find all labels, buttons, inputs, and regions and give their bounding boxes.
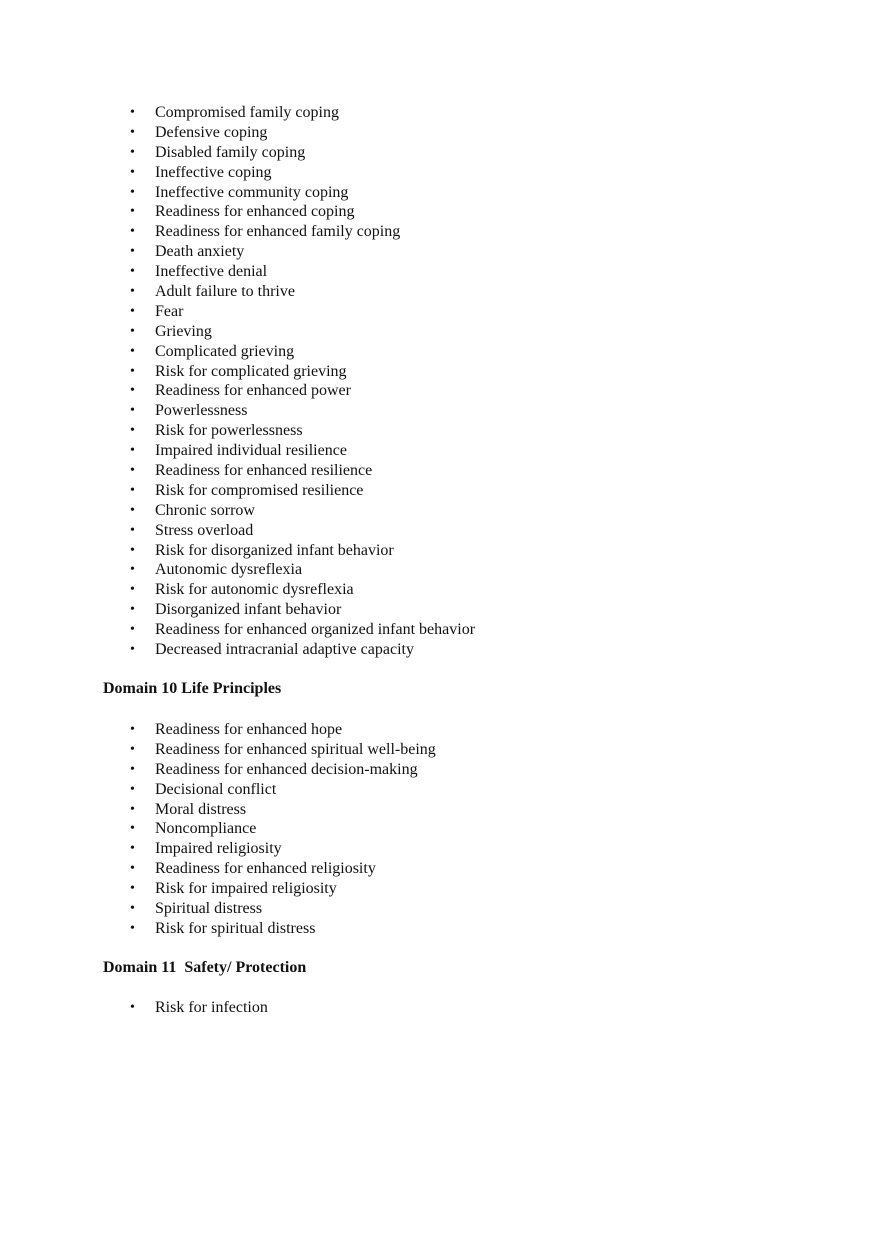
list-item <box>0 899 436 919</box>
list-item-text: Disorganized infant behavior <box>155 601 342 619</box>
list-item <box>0 381 475 401</box>
list-item-text: Compromised family coping <box>155 104 339 121</box>
list-item <box>0 481 475 501</box>
list-item <box>0 560 475 580</box>
domain-11-heading: Domain 11 Safety/ Protection <box>103 959 307 976</box>
list-item <box>0 202 475 222</box>
bullet-icon: • <box>130 443 135 459</box>
bullet-icon: • <box>130 841 135 857</box>
bullet-icon: • <box>130 761 135 777</box>
list-item-text: Risk for compromised resilience <box>155 481 364 499</box>
bullet-icon: • <box>130 920 135 936</box>
bullet-icon: • <box>130 722 135 737</box>
bullet-icon: • <box>130 343 135 359</box>
list-item-text: Chronic sorrow <box>155 501 255 519</box>
bullet-icon: • <box>130 781 135 797</box>
list-item-text: Ineffective coping <box>155 163 272 181</box>
list-item <box>0 800 436 820</box>
bullet-icon: • <box>130 264 135 280</box>
list-item-text: Risk for powerlessness <box>155 422 303 440</box>
list-item <box>0 302 475 322</box>
list-item-text: Readiness for enhanced spiritual well-being <box>155 740 436 758</box>
list-item-text: Disabled family coping <box>155 143 306 161</box>
bullet-icon: • <box>130 642 135 658</box>
list-item-text: Readiness for enhanced resilience <box>155 462 373 480</box>
list-item-text: Defensive coping <box>155 123 268 141</box>
list-item-text: Autonomic dysreflexia <box>155 561 303 579</box>
bullet-icon: • <box>130 1000 135 1015</box>
list-item-text: Ineffective community coping <box>155 183 349 201</box>
list-item-text: Fear <box>155 302 184 320</box>
bullet-icon: • <box>130 881 135 897</box>
list-item <box>0 342 475 362</box>
list-item-text: Risk for impaired religiosity <box>155 880 337 898</box>
list-item-text: Adult failure to thrive <box>155 283 295 301</box>
bullet-icon: • <box>130 821 135 837</box>
list-item-text: Readiness for enhanced hope <box>155 721 343 738</box>
list-item <box>0 282 475 302</box>
domain-10-heading: Domain 10 Life Principles <box>103 680 282 697</box>
list-item <box>0 998 268 1018</box>
safety-protection-list <box>0 998 268 1018</box>
list-item <box>0 780 436 800</box>
list-item <box>0 401 475 421</box>
list-item-text: Stress overload <box>155 521 254 539</box>
list-item-text: Moral distress <box>155 800 247 818</box>
list-item-text: Readiness for enhanced power <box>155 382 351 400</box>
bullet-icon: • <box>130 164 135 180</box>
list-item <box>0 362 475 382</box>
bullet-icon: • <box>130 144 135 160</box>
list-item <box>0 501 475 521</box>
list-item <box>0 600 475 620</box>
list-item-text: Ineffective denial <box>155 263 268 281</box>
bullet-icon: • <box>130 284 135 300</box>
list-item-text: Risk for infection <box>155 999 268 1016</box>
list-item <box>0 620 475 640</box>
list-item <box>0 441 475 461</box>
bullet-icon: • <box>130 741 135 757</box>
list-item-text: Noncompliance <box>155 820 257 838</box>
bullet-icon: • <box>130 562 135 578</box>
list-item-text: Risk for disorganized infant behavior <box>155 541 394 559</box>
list-item <box>0 183 475 203</box>
list-item-text: Spiritual distress <box>155 900 263 918</box>
bullet-icon: • <box>130 861 135 877</box>
bullet-icon: • <box>130 522 135 538</box>
list-item <box>0 760 436 780</box>
list-item-text: Powerlessness <box>155 402 248 420</box>
bullet-icon: • <box>130 463 135 479</box>
list-item <box>0 262 475 282</box>
bullet-icon: • <box>130 303 135 319</box>
bullet-icon: • <box>130 204 135 220</box>
list-item-text: Readiness for enhanced religiosity <box>155 860 376 878</box>
list-item-text: Readiness for enhanced organized infant behavior <box>155 621 476 639</box>
bullet-icon: • <box>130 403 135 419</box>
bullet-icon: • <box>130 602 135 618</box>
list-item-text: Risk for autonomic dysreflexia <box>155 581 354 599</box>
bullet-icon: • <box>130 423 135 439</box>
bullet-icon: • <box>130 124 135 140</box>
list-item-text: Decreased intracranial adaptive capacity <box>155 641 414 659</box>
list-item-text: Impaired individual resilience <box>155 442 347 460</box>
list-item-text: Risk for spiritual distress <box>155 919 316 937</box>
list-item-text: Readiness for enhanced decision-making <box>155 760 418 778</box>
bullet-icon: • <box>130 105 135 120</box>
list-item <box>0 839 436 859</box>
list-item <box>0 580 475 600</box>
list-item <box>0 541 475 561</box>
list-item <box>0 143 475 163</box>
bullet-icon: • <box>130 482 135 498</box>
bullet-icon: • <box>130 502 135 518</box>
list-item <box>0 859 436 879</box>
bullet-icon: • <box>130 542 135 558</box>
list-item <box>0 740 436 760</box>
list-item <box>0 521 475 541</box>
list-item <box>0 421 475 441</box>
list-item <box>0 242 475 262</box>
life-principles-list <box>0 720 436 939</box>
coping-stress-list <box>0 103 475 660</box>
list-item <box>0 123 475 143</box>
list-item-text: Complicated grieving <box>155 342 295 360</box>
bullet-icon: • <box>130 244 135 260</box>
list-item-text: Death anxiety <box>155 243 245 261</box>
bullet-icon: • <box>130 622 135 638</box>
bullet-icon: • <box>130 224 135 240</box>
list-item-text: Risk for complicated grieving <box>155 362 347 380</box>
list-item <box>0 720 436 740</box>
bullet-icon: • <box>130 901 135 917</box>
list-item-text: Readiness for enhanced family coping <box>155 223 401 241</box>
list-item <box>0 819 436 839</box>
bullet-icon: • <box>130 582 135 598</box>
list-item <box>0 222 475 242</box>
list-item <box>0 879 436 899</box>
list-item <box>0 103 475 123</box>
list-item <box>0 322 475 342</box>
list-item <box>0 163 475 183</box>
list-item-text: Readiness for enhanced coping <box>155 203 355 221</box>
bullet-icon: • <box>130 801 135 817</box>
bullet-icon: • <box>130 383 135 399</box>
bullet-icon: • <box>130 363 135 379</box>
list-item <box>0 919 436 939</box>
bullet-icon: • <box>130 323 135 339</box>
list-item-text: Impaired religiosity <box>155 840 282 858</box>
list-item <box>0 640 475 660</box>
list-item-text: Decisional conflict <box>155 780 277 798</box>
list-item-text: Grieving <box>155 322 212 340</box>
bullet-icon: • <box>130 184 135 200</box>
list-item <box>0 461 475 481</box>
